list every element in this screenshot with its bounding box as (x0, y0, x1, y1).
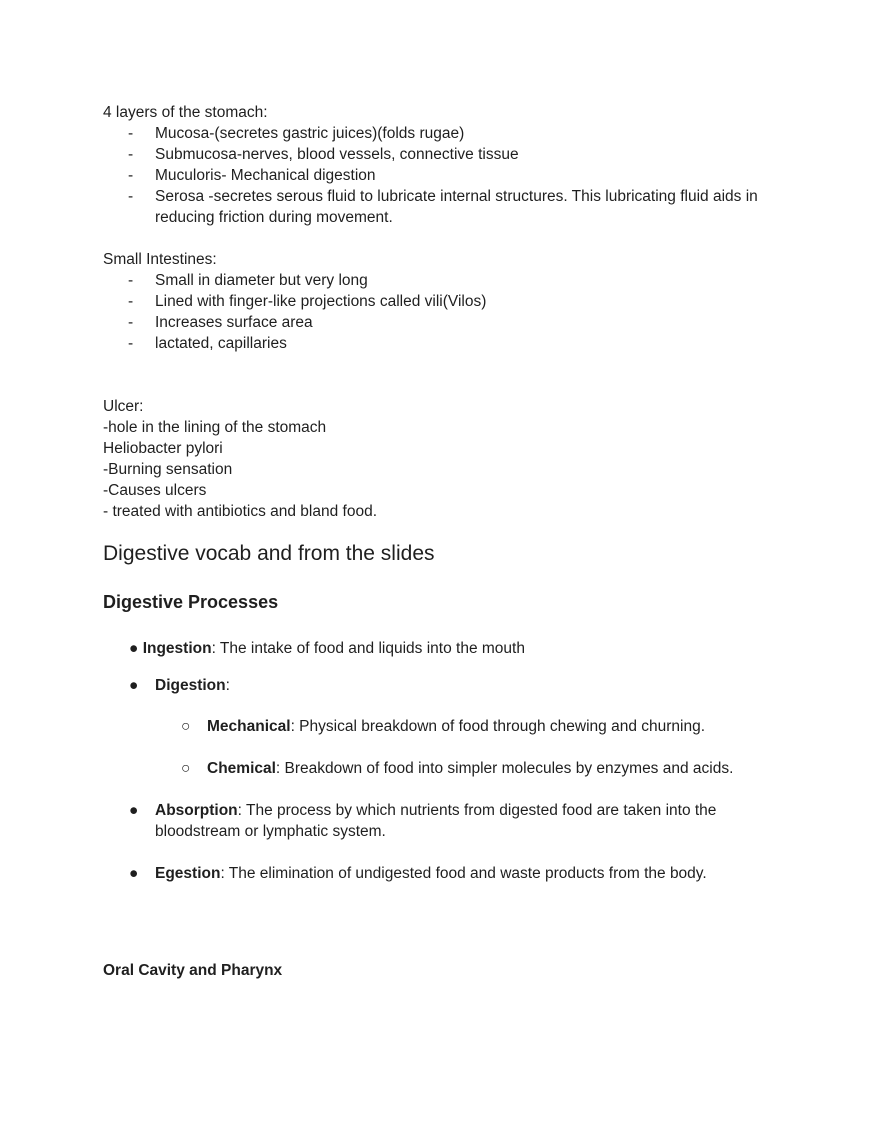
ulcer-line: - treated with antibiotics and bland food. (103, 503, 378, 520)
digestive-processes-heading: Digestive Processes (103, 592, 279, 612)
bullet-icon: ● (129, 802, 139, 819)
definition: : The elimination of undigested food and waste products from the body. (220, 865, 707, 882)
stomach-heading: 4 layers of the stomach: (103, 104, 268, 121)
ulcer-line: -Causes ulcers (103, 482, 207, 499)
list-item: - Muculoris- Mechanical digestion (128, 167, 376, 184)
oral-cavity-heading: Oral Cavity and Pharynx (103, 962, 283, 979)
term: Absorption (155, 802, 238, 819)
bullet-icon: ● (129, 677, 139, 694)
ulcer-line: Ulcer: (103, 398, 144, 415)
definition: : The intake of food and liquids into the mouth (211, 640, 525, 657)
list-item: - Mucosa-(secretes gastric juices)(folds rugae) (128, 125, 465, 142)
term: Digestion (155, 677, 226, 694)
list-item: - Submucosa-nerves, blood vessels, connective tissue (128, 146, 519, 163)
list-item-absorption (129, 800, 755, 842)
circle-bullet-icon: ○ (181, 760, 191, 777)
list-item-digestion (129, 675, 775, 696)
term: Egestion (155, 865, 221, 882)
ulcer-line: -hole in the lining of the stomach (103, 419, 327, 436)
list-item: - Lined with finger-like projections called vili(Vilos) (128, 293, 487, 310)
ulcer-line: Heliobacter pylori (103, 440, 223, 457)
list-item-egestion (129, 863, 775, 884)
term: Chemical (207, 760, 276, 777)
list-item: - Serosa -secretes serous fluid to lubricate internal structures. This lubricating fluid aids in reducing friction during movement. (128, 188, 758, 226)
list-item: - Increases surface area (128, 314, 313, 331)
bullet-icon: ● (129, 865, 139, 882)
term: Ingestion (142, 640, 212, 657)
list-item-mechanical (181, 716, 807, 737)
list-item-chemical (181, 758, 807, 779)
definition: : The process by which nutrients from digested food are taken into the bloodstream or lymphatic system. (155, 802, 717, 840)
definition: : Physical breakdown of food through chewing and churning. (290, 718, 706, 735)
small-intestines-heading: Small Intestines: (103, 251, 217, 268)
list-item-ingestion (129, 638, 525, 659)
definition: : (225, 677, 230, 694)
small-intestines-list (103, 270, 795, 354)
list-item: - lactated, capillaries (128, 335, 287, 352)
definition: : Breakdown of food into simpler molecules by enzymes and acids. (275, 760, 734, 777)
stomach-layers-list (103, 123, 795, 228)
section-title: Digestive vocab and from the slides (103, 542, 435, 565)
ulcer-line: -Burning sensation (103, 461, 233, 478)
circle-bullet-icon: ○ (181, 718, 191, 735)
list-item: - Small in diameter but very long (128, 272, 368, 289)
bullet-icon: ● (129, 640, 139, 657)
term: Mechanical (207, 718, 291, 735)
